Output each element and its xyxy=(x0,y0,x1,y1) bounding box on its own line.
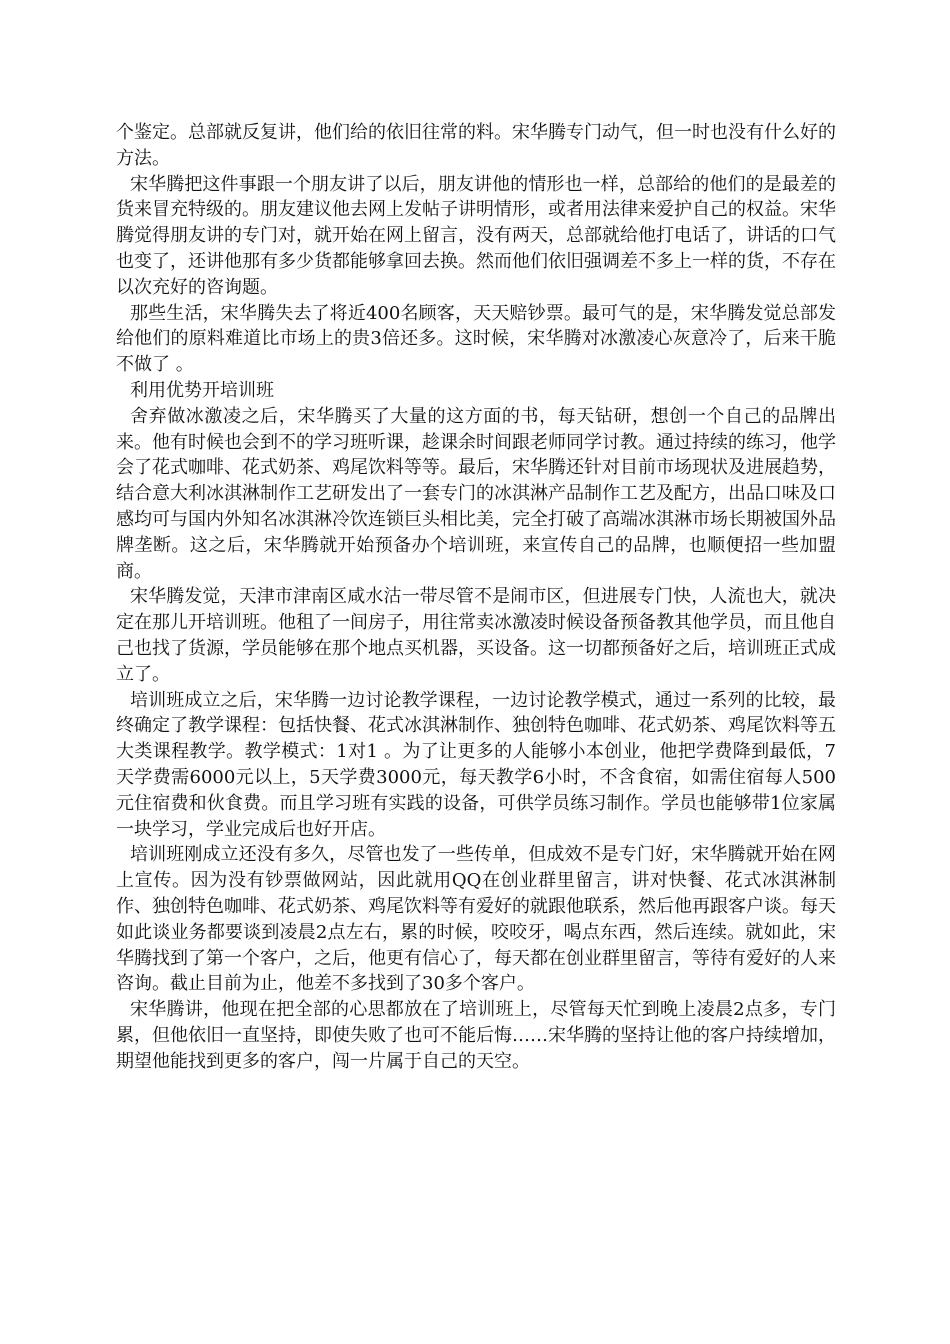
paragraph-6: 培训班成立之后，宋华腾一边讨论教学课程，一边讨论教学模式，通过一系列的比较，最终确定了教学课程：包括快餐、花式冰淇淋制作、独创特色咖啡、花式奶茶、鸡尾饮料等五大类课程教学。教学模式：1对1 。为了让更多的人能够小本创业，他把学费降到最低，7天学费需6000元以上，5天学费3000元，每天教学6小时，不含食宿，如需住宿每人500元住宿费和伙食费。而且学习班有实践的设备，可供学员练习制作。学员也能够带1位家属一块学习，学业完成后也好开店。 xyxy=(116,689,836,840)
document-body xyxy=(116,120,836,1074)
paragraph-7: 培训班刚成立还没有多久，尽管也发了一些传单，但成效不是专门好，宋华腾就开始在网上宣传。因为没有钞票做网站，因此就用QQ在创业群里留言，讲对快餐、花式冰淇淋制作、独创特色咖啡、花式奶茶、鸡尾饮料等有爱好的就跟他联系，然后他再跟客户谈。每天如此谈业务都要谈到凌晨2点左右，累的时候，咬咬牙，喝点东西，然后连续。就如此，宋华腾找到了第一个客户，之后，他更有信心了，每天都在创业群里留言，等待有爱好的人来咨询。截止目前为止，他差不多找到了30多个客户。 xyxy=(116,844,836,995)
paragraph-2: 宋华腾把这件事跟一个朋友讲了以后，朋友讲他的情形也一样，总部给的他们的是最差的货来冒充特级的。朋友建议他去网上发帖子讲明情形，或者用法律来爱护自己的权益。宋华腾觉得朋友讲的专门对，就开始在网上留言，没有两天，总部就给他打电话了，讲话的口气也变了，还讲他那有多少货都能够拿回去换。然而他们依旧强调差不多上一样的货，不存在以次充好的咨询题。 xyxy=(116,173,836,298)
paragraph-3: 那些生活，宋华腾失去了将近400名顾客，天天赔钞票。最可气的是，宋华腾发觉总部发给他们的原料难道比市场上的贵3倍还多。这时候，宋华腾对冰激凌心灰意冷了，后来干脆不做了 。 xyxy=(116,302,836,376)
paragraph-4: 舍弃做冰激凌之后，宋华腾买了大量的这方面的书，每天钻研，想创一个自己的品牌出来。他有时候也会到不的学习班听课，趁课余时间跟老师同学讨教。通过持续的练习，他学会了花式咖啡、花式奶茶、鸡尾饮料等等。最后，宋华腾还针对目前市场现状及进展趋势，结合意大利冰淇淋制作工艺研发出了一套专门的冰淇淋产品制作工艺及配方，出品口味及口感均可与国内外知名冰淇淋冷饮连锁巨头相比美，完全打破了高端冰淇淋市场长期被国外品牌垄断。这之后，宋华腾就开始预备办个培训班，来宣传自己的品牌，也顺便招一些加盟商。 xyxy=(116,405,836,582)
paragraph-8: 宋华腾讲，他现在把全部的心思都放在了培训班上，尽管每天忙到晚上凌晨2点多，专门累，但他依旧一直坚持，即使失败了也可不能后悔……宋华腾的坚持让他的客户持续增加，期望他能找到更多的客户，闯一片属于自己的天空。 xyxy=(116,999,836,1072)
section-heading: 利用优势开培训班 xyxy=(130,379,274,401)
paragraph-5: 宋华腾发觉，天津市津南区咸水沽一带尽管不是闹市区，但进展专门快，人流也大，就决定在那儿开培训班。他租了一间房子，用往常卖冰激凌时候设备预备教其他学员，而且他自己也找了货源，学员能够在那个地点买机器，买设备。这一切都预备好之后，培训班正式成立了。 xyxy=(116,586,836,685)
paragraph-1: 个鉴定。总部就反复讲，他们给的依旧往常的料。宋华腾专门动气，但一时也没有什么好的方法。 xyxy=(116,122,836,169)
